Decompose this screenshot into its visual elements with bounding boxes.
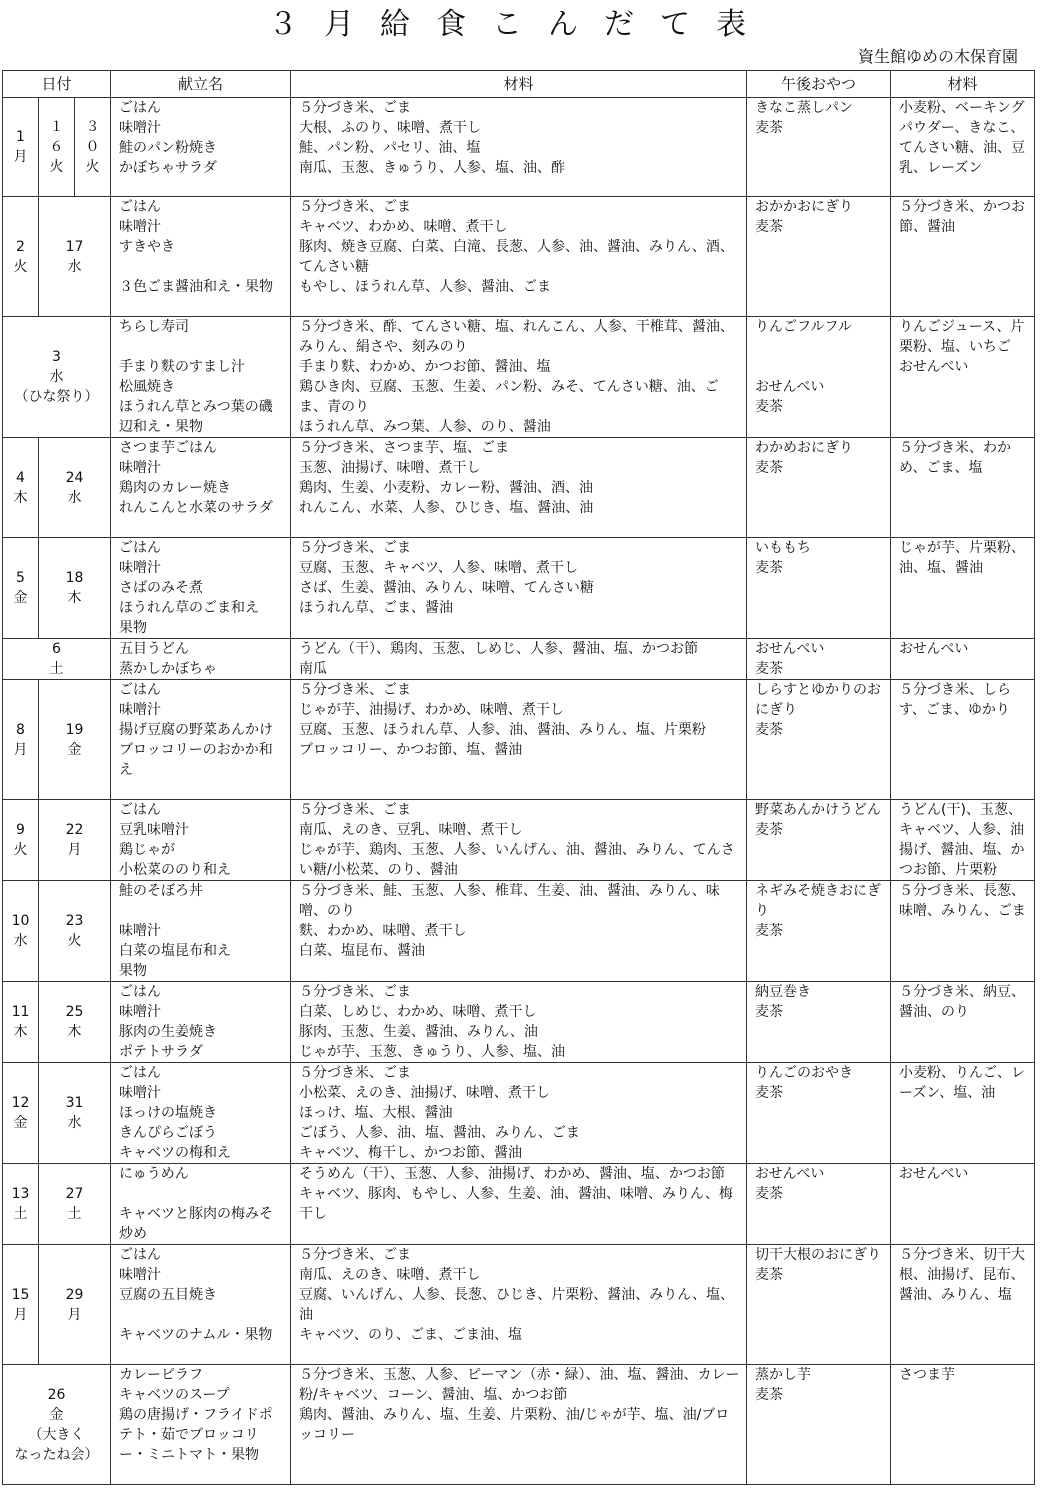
- ingredients-cell-line: 麩、わかめ、味噌、煮干し: [299, 923, 467, 939]
- menu-cell: [111, 438, 291, 538]
- snack-cell-line: 切干大根のおにぎり: [755, 1247, 882, 1263]
- date-second-cell: 29 月: [39, 1245, 111, 1365]
- ingredients-cell-line: 白菜、しめじ、わかめ、味噌、煮干し: [299, 1004, 537, 1020]
- snack-cell-line: 麦茶: [755, 1267, 784, 1283]
- snack-cell-line: [755, 357, 886, 377]
- snack-cell: [747, 538, 891, 639]
- ingredients-cell-line: ごぼう、人参、油、塩、醤油、みりん、ごま: [299, 1125, 580, 1141]
- menu-cell: [111, 1245, 291, 1365]
- date-second-cell: 31 水: [39, 1063, 111, 1164]
- table-row: [3, 800, 1035, 881]
- menu-cell-line: 味噌汁: [119, 120, 162, 136]
- table-row: [3, 1365, 1035, 1485]
- snack-cell-line: 野菜あんかけうどん: [755, 802, 882, 818]
- snack-ingredients-cell-line: ５分づき米、納豆、醤油、のり: [899, 984, 1026, 1020]
- snack-ingredients-cell-line: りんごジュース、片栗粉、塩、いちご: [899, 319, 1025, 355]
- menu-cell: [111, 680, 291, 800]
- menu-cell-line: [119, 337, 286, 357]
- menu-cell-line: ごはん: [119, 1065, 162, 1081]
- page-title: ３月給食こんだて表: [268, 7, 772, 42]
- date-first-cell: 4 木: [3, 438, 39, 538]
- menu-cell-line: かぼちゃサラダ: [119, 160, 217, 176]
- ingredients-cell-line: ５分づき米、ごま: [299, 540, 412, 556]
- snack-cell: [747, 98, 891, 197]
- snack-cell: [747, 680, 891, 800]
- menu-cell-line: 蒸かしかぼちゃ: [119, 661, 218, 677]
- ingredients-cell: [291, 982, 747, 1063]
- menu-cell: [111, 1164, 291, 1245]
- snack-cell-line: 麦茶: [755, 399, 784, 415]
- snack-ingredients-cell-line: さつま芋: [899, 1367, 956, 1383]
- date-second-cell: 24 水: [39, 438, 111, 538]
- header-snack-ingredients: 材料: [891, 71, 1035, 98]
- ingredients-cell-line: 南瓜、玉葱、きゅうり、人参、塩、油、酢: [299, 160, 566, 176]
- snack-ingredients-cell-line: 小麦粉、りんご、レーズン、塩、油: [899, 1065, 1026, 1101]
- snack-cell-line: 蒸かし芋: [755, 1367, 812, 1383]
- date-first-cell: １ ６ 火: [39, 98, 75, 197]
- menu-cell-line: 果物: [119, 620, 148, 636]
- table-row: [3, 680, 1035, 800]
- menu-cell-line: 味噌汁: [119, 460, 162, 476]
- ingredients-cell-line: 鮭、パン粉、パセリ、油、塩: [299, 140, 481, 156]
- ingredients-cell-line: ５分づき米、ごま: [299, 802, 412, 818]
- ingredients-cell: [291, 538, 747, 639]
- snack-ingredients-cell: [891, 680, 1035, 800]
- snack-ingredients-cell-line: うどん(干)、玉葱、キャベツ、人参、油揚げ、醤油、塩、かつお節、片栗粉: [899, 802, 1025, 878]
- ingredients-cell-line: ５分づき米、さつま芋、塩、ごま: [299, 440, 510, 456]
- date-second-cell: 18 木: [39, 538, 111, 639]
- snack-cell-line: 麦茶: [755, 1186, 784, 1202]
- menu-cell-line: ごはん: [119, 540, 162, 556]
- menu-cell-line: 鶏肉のカレー焼き: [119, 480, 232, 496]
- menu-cell-line: ごはん: [119, 199, 162, 215]
- menu-cell-line: ほっけの塩焼き: [119, 1105, 218, 1121]
- snack-cell: [747, 881, 891, 982]
- header-menu: 献立名: [111, 71, 291, 98]
- snack-cell-line: 麦茶: [755, 460, 784, 476]
- snack-cell: [747, 438, 891, 538]
- ingredients-cell-line: れんこん、水菜、人参、ひじき、塩、醤油、油: [299, 500, 594, 516]
- date-second-cell: 27 土: [39, 1164, 111, 1245]
- snack-ingredients-cell: [891, 1365, 1035, 1485]
- snack-ingredients-cell: [891, 1164, 1035, 1245]
- ingredients-cell-line: 玉葱、油揚げ、味噌、煮干し: [299, 460, 481, 476]
- snack-cell-line: 麦茶: [755, 120, 784, 136]
- date-first-cell: 8 月: [3, 680, 39, 800]
- ingredients-cell: [291, 800, 747, 881]
- menu-cell-line: 豆腐の五目焼き: [119, 1287, 218, 1303]
- ingredients-cell-line: 手まり麩、わかめ、かつお節、醤油、塩: [299, 359, 551, 375]
- ingredients-cell-line: キャベツ、梅干し、かつお節、醤油: [299, 1145, 523, 1161]
- snack-ingredients-cell: [891, 197, 1035, 317]
- ingredients-cell-line: もやし、ほうれん草、人参、醤油、ごま: [299, 279, 552, 295]
- snack-cell-line: 麦茶: [755, 923, 784, 939]
- menu-cell-line: ほうれん草とみつ葉の磯辺和え・果物: [119, 399, 273, 435]
- menu-cell-line: ごはん: [119, 100, 162, 116]
- menu-cell-line: キャベツのナムル・果物: [119, 1327, 273, 1343]
- ingredients-cell-line: 白菜、塩昆布、醤油: [299, 943, 426, 959]
- menu-cell-line: [119, 257, 286, 277]
- snack-ingredients-cell: [891, 800, 1035, 881]
- date-first-cell: 13 土: [3, 1164, 39, 1245]
- ingredients-cell-line: キャベツ、豚肉、もやし、人参、生姜、油、醤油、味噌、みりん、梅干し: [299, 1186, 733, 1222]
- menu-cell: [111, 197, 291, 317]
- menu-cell-line: すきやき: [119, 239, 176, 255]
- ingredients-cell-line: キャベツ、のり、ごま、ごま油、塩: [299, 1327, 523, 1343]
- snack-cell-line: おせんべい: [755, 1166, 825, 1182]
- date-second-cell: 22 月: [39, 800, 111, 881]
- snack-cell: [747, 1365, 891, 1485]
- ingredients-cell-line: うどん（干）、鶏肉、玉葱、しめじ、人参、醤油、塩、かつお節: [299, 641, 699, 657]
- ingredients-cell-line: 鶏ひき肉、豆腐、玉葱、生姜、パン粉、みそ、てんさい糖、油、ごま、青のり: [299, 379, 719, 415]
- ingredients-cell-line: ブロッコリー、かつお節、塩、醤油: [299, 742, 523, 758]
- menu-cell-line: 鮭のパン粉焼き: [119, 140, 218, 156]
- menu-cell-line: 豆乳味噌汁: [119, 822, 190, 838]
- ingredients-cell-line: ５分づき米、ごま: [299, 984, 412, 1000]
- snack-cell-line: 麦茶: [755, 1387, 784, 1403]
- snack-cell-line: いももち: [755, 540, 812, 556]
- snack-cell-line: 麦茶: [755, 722, 784, 738]
- ingredients-cell-line: ほっけ、塩、大根、醤油: [299, 1105, 453, 1121]
- ingredients-cell-line: 豚肉、焼き豆腐、白菜、白滝、長葱、人参、油、醤油、みりん、酒、てんさい糖: [299, 239, 734, 275]
- ingredients-cell-line: ５分づき米、ごま: [299, 199, 412, 215]
- menu-cell-line: れんこんと水菜のサラダ: [119, 500, 273, 516]
- ingredients-cell-line: さば、生姜、醤油、みりん、味噌、てんさい糖: [299, 580, 594, 596]
- snack-cell-line: ネギみそ焼きおにぎり: [755, 883, 882, 919]
- snack-cell-line: きなこ蒸しパン: [755, 100, 854, 116]
- menu-cell-line: 味噌汁: [119, 1267, 162, 1283]
- snack-ingredients-cell-line: ５分づき米、かつお節、醤油: [899, 199, 1026, 235]
- menu-cell-line: ブロッコリーのおかか和え: [119, 742, 273, 778]
- snack-cell-line: 麦茶: [755, 822, 784, 838]
- ingredients-cell: [291, 1245, 747, 1365]
- ingredients-cell-line: 大根、ふのり、味噌、煮干し: [299, 120, 482, 136]
- snack-cell-line: りんごフルフル: [755, 319, 852, 335]
- menu-cell: [111, 881, 291, 982]
- menu-cell-line: キャベツの梅和え: [119, 1145, 232, 1161]
- header-date: 日付: [3, 71, 111, 98]
- ingredients-cell-line: ほうれん草、ごま、醤油: [299, 600, 454, 616]
- date-first-cell: 11 木: [3, 982, 39, 1063]
- ingredients-cell-line: じゃが芋、玉葱、きゅうり、人参、塩、油: [299, 1044, 566, 1060]
- ingredients-cell-line: 豆腐、玉葱、ほうれん草、人参、油、醤油、みりん、塩、片栗粉: [299, 722, 706, 738]
- snack-cell-line: 麦茶: [755, 219, 784, 235]
- ingredients-cell: [291, 1365, 747, 1485]
- menu-cell-line: [119, 1184, 286, 1204]
- ingredients-cell-line: ５分づき米、酢、てんさい糖、塩、れんこん、人参、干椎茸、醤油、みりん、絹さや、刻みのり: [299, 319, 734, 355]
- menu-cell: [111, 639, 291, 680]
- snack-cell: [747, 317, 891, 438]
- snack-cell-line: 麦茶: [755, 560, 784, 576]
- date-first-cell: 12 金: [3, 1063, 39, 1164]
- snack-ingredients-cell-line: 小麦粉、ベーキングパウダー、きなこ、てんさい糖、油、豆乳、レーズン: [899, 100, 1026, 176]
- table-row: [3, 197, 1035, 317]
- date-second-cell: ３ ０ 火: [75, 98, 111, 197]
- menu-cell-line: ほうれん草のごま和え: [119, 600, 260, 616]
- menu-cell-line: きんぴらごぼう: [119, 1125, 218, 1141]
- date-second-cell: 23 火: [39, 881, 111, 982]
- table-row: [3, 639, 1035, 680]
- snack-ingredients-cell: [891, 98, 1035, 197]
- snack-cell-line: おせんべい: [755, 641, 825, 657]
- snack-cell-line: [755, 337, 886, 357]
- table-row: [3, 1164, 1035, 1245]
- snack-cell: [747, 1063, 891, 1164]
- snack-cell-line: りんごのおやき: [755, 1065, 854, 1081]
- ingredients-cell: [291, 98, 747, 197]
- menu-cell-line: キャベツのスープ: [119, 1387, 230, 1403]
- snack-cell-line: 麦茶: [755, 661, 784, 677]
- table-row: [3, 881, 1035, 982]
- menu-cell-line: 鮭のそぼろ丼: [119, 883, 204, 899]
- ingredients-cell: [291, 881, 747, 982]
- snack-cell-line: おせんべい: [755, 379, 825, 395]
- date-second-cell: 19 金: [39, 680, 111, 800]
- ingredients-cell-line: じゃが芋、鶏肉、玉葱、人参、いんげん、油、醤油、みりん、てんさい糖/小松菜、のり、醤油: [299, 842, 735, 878]
- snack-ingredients-cell: [891, 639, 1035, 680]
- ingredients-cell: [291, 1063, 747, 1164]
- snack-cell-line: おかかおにぎり: [755, 199, 854, 215]
- menu-cell-line: [119, 1305, 286, 1325]
- menu-cell-line: ごはん: [119, 802, 162, 818]
- snack-ingredients-cell: [891, 1245, 1035, 1365]
- table-row: [3, 1063, 1035, 1164]
- header-snack: 午後おやつ: [747, 71, 891, 98]
- date-first-cell: 10 水: [3, 881, 39, 982]
- menu-cell-line: ごはん: [119, 682, 162, 698]
- snack-cell-line: わかめおにぎり: [755, 440, 854, 456]
- snack-cell: [747, 982, 891, 1063]
- snack-cell-line: 納豆巻き: [755, 984, 812, 1000]
- menu-cell-line: カレーピラフ: [119, 1367, 204, 1383]
- ingredients-cell-line: そうめん（干）、玉葱、人参、油揚げ、わかめ、醤油、塩、かつお節: [299, 1166, 725, 1182]
- menu-cell-line: にゅうめん: [119, 1166, 189, 1182]
- ingredients-cell-line: 南瓜: [299, 661, 328, 677]
- menu-cell-line: ３色ごま醤油和え・果物: [119, 279, 274, 295]
- menu-cell: [111, 317, 291, 438]
- menu-cell-line: 味噌汁: [119, 560, 162, 576]
- ingredients-cell-line: じゃが芋、油揚げ、わかめ、味噌、煮干し: [299, 702, 564, 718]
- snack-ingredients-cell-line: じゃが芋、片栗粉、油、塩、醤油: [899, 540, 1026, 576]
- snack-ingredients-cell: [891, 438, 1035, 538]
- ingredients-cell: [291, 1164, 747, 1245]
- snack-ingredients-cell-line: おせんべい: [899, 359, 969, 375]
- ingredients-cell-line: 豆腐、いんげん、人参、長葱、ひじき、片栗粉、醤油、みりん、塩、油: [299, 1287, 735, 1323]
- menu-table: [2, 70, 1035, 1485]
- snack-ingredients-cell-line: ５分づき米、長葱、味噌、みりん、ごま: [899, 883, 1026, 919]
- menu-cell-line: 味噌汁: [119, 219, 162, 235]
- snack-cell: [747, 639, 891, 680]
- menu-cell-line: さばのみそ煮: [119, 580, 204, 596]
- ingredients-cell: [291, 680, 747, 800]
- menu-cell-line: [119, 901, 286, 921]
- snack-cell: [747, 1245, 891, 1365]
- menu-cell-line: 果物: [119, 963, 148, 979]
- ingredients-cell-line: ほうれん草、みつ葉、人参、のり、醤油: [299, 419, 551, 435]
- menu-cell: [111, 800, 291, 881]
- menu-cell: [111, 1365, 291, 1485]
- table-row: [3, 438, 1035, 538]
- snack-cell: [747, 197, 891, 317]
- ingredients-cell: [291, 639, 747, 680]
- header-ingredients: 材料: [291, 71, 747, 98]
- snack-ingredients-cell-line: ５分づき米、切干大根、油揚げ、昆布、醤油、みりん、塩: [899, 1247, 1026, 1303]
- snack-ingredients-cell-line: おせんべい: [899, 1166, 969, 1182]
- snack-ingredients-cell: [891, 317, 1035, 438]
- table-row: [3, 982, 1035, 1063]
- ingredients-cell-line: ５分づき米、ごま: [299, 1247, 412, 1263]
- snack-ingredients-cell-line: おせんべい: [899, 641, 969, 657]
- date-first-cell: 9 火: [3, 800, 39, 881]
- table-row: [3, 317, 1035, 438]
- ingredients-cell: [291, 197, 747, 317]
- menu-cell-line: 揚げ豆腐の野菜あんかけ: [119, 722, 274, 738]
- snack-cell-line: しらすとゆかりのおにぎり: [755, 682, 882, 718]
- menu-cell-line: 味噌汁: [119, 1085, 162, 1101]
- menu-cell-line: 小松菜ののり和え: [119, 862, 232, 878]
- snack-ingredients-cell: [891, 982, 1035, 1063]
- ingredients-cell-line: 鶏肉、醤油、みりん、塩、生姜、片栗粉、油/じゃが芋、塩、油/ブロッコリー: [299, 1407, 730, 1443]
- table-header-row: [3, 71, 1035, 98]
- date-second-cell: 25 木: [39, 982, 111, 1063]
- date-first-cell: 15 月: [3, 1245, 39, 1365]
- date-cell: 3 水 （ひな祭り）: [3, 317, 111, 438]
- ingredients-cell-line: 南瓜、えのき、味噌、煮干し: [299, 1267, 481, 1283]
- snack-ingredients-cell-line: ５分づき米、わかめ、ごま、塩: [899, 440, 1012, 476]
- date-cell: 6 土: [3, 639, 111, 680]
- snack-ingredients-cell-line: ５分づき米、しらす、ごま、ゆかり: [899, 682, 1012, 718]
- menu-cell-line: 味噌汁: [119, 1004, 162, 1020]
- ingredients-cell: [291, 438, 747, 538]
- date-first-cell: 2 火: [3, 197, 39, 317]
- ingredients-cell-line: 豆腐、玉葱、キャベツ、人参、味噌、煮干し: [299, 560, 579, 576]
- snack-cell-line: 麦茶: [755, 1004, 784, 1020]
- table-row: [3, 1245, 1035, 1365]
- ingredients-cell-line: 豚肉、玉葱、生姜、醤油、みりん、油: [299, 1024, 538, 1040]
- date-month-cell: 1 月: [3, 98, 39, 197]
- ingredients-cell-line: ５分づき米、ごま: [299, 1065, 412, 1081]
- date-first-cell: 5 金: [3, 538, 39, 639]
- snack-cell: [747, 1164, 891, 1245]
- ingredients-cell-line: ５分づき米、ごま: [299, 100, 412, 116]
- menu-cell-line: 味噌汁: [119, 923, 162, 939]
- menu-cell: [111, 538, 291, 639]
- menu-cell-line: ちらし寿司: [119, 319, 190, 335]
- ingredients-cell-line: ５分づき米、ごま: [299, 682, 412, 698]
- ingredients-cell-line: ５分づき米、鮭、玉葱、人参、椎茸、生姜、油、醤油、みりん、味噌、のり: [299, 883, 720, 919]
- menu-cell-line: さつま芋ごはん: [119, 440, 218, 456]
- menu-cell-line: 五目うどん: [119, 641, 190, 657]
- organization-name: 資生館ゆめの木保育園: [857, 47, 1018, 66]
- menu-cell-line: ごはん: [119, 984, 162, 1000]
- snack-ingredients-cell: [891, 1063, 1035, 1164]
- ingredients-cell: [291, 317, 747, 438]
- menu-cell-line: 鶏じゃが: [119, 842, 176, 858]
- menu-cell-line: 松風焼き: [119, 379, 176, 395]
- menu-cell-line: 豚肉の生姜焼き: [119, 1024, 218, 1040]
- table-row: [3, 538, 1035, 639]
- menu-cell-line: 手まり麩のすまし汁: [119, 359, 246, 375]
- ingredients-cell-line: 小松菜、えのき、油揚げ、味噌、煮干し: [299, 1085, 550, 1101]
- ingredients-cell-line: 南瓜、えのき、豆乳、味噌、煮干し: [299, 822, 523, 838]
- ingredients-cell-line: 鶏肉、生姜、小麦粉、カレー粉、醤油、酒、油: [299, 480, 594, 496]
- menu-cell-line: 白菜の塩昆布和え: [119, 943, 232, 959]
- date-second-cell: 17 水: [39, 197, 111, 317]
- menu-cell: [111, 1063, 291, 1164]
- menu-cell-line: 鶏の唐揚げ・フライドポテト・茹でブロッコリー・ミニトマト・果物: [119, 1407, 273, 1463]
- menu-cell-line: ごはん: [119, 1247, 162, 1263]
- menu-cell: [111, 982, 291, 1063]
- menu-cell-line: ポテトサラダ: [119, 1044, 203, 1060]
- snack-ingredients-cell: [891, 538, 1035, 639]
- menu-cell-line: 味噌汁: [119, 702, 162, 718]
- ingredients-cell-line: キャベツ、わかめ、味噌、煮干し: [299, 219, 508, 235]
- menu-cell: [111, 98, 291, 197]
- menu-cell-line: キャベツと豚肉の梅みそ炒め: [119, 1206, 274, 1242]
- table-row: [3, 98, 1035, 197]
- snack-cell-line: 麦茶: [755, 1085, 784, 1101]
- ingredients-cell-line: ５分づき米、玉葱、人参、ピーマン（赤・緑）、油、塩、醤油、カレー粉/キャベツ、コーン、醤油、塩、かつお節: [299, 1367, 740, 1403]
- snack-ingredients-cell: [891, 881, 1035, 982]
- date-cell: 26 金 （大きく なったね会）: [3, 1365, 111, 1485]
- snack-cell: [747, 800, 891, 881]
